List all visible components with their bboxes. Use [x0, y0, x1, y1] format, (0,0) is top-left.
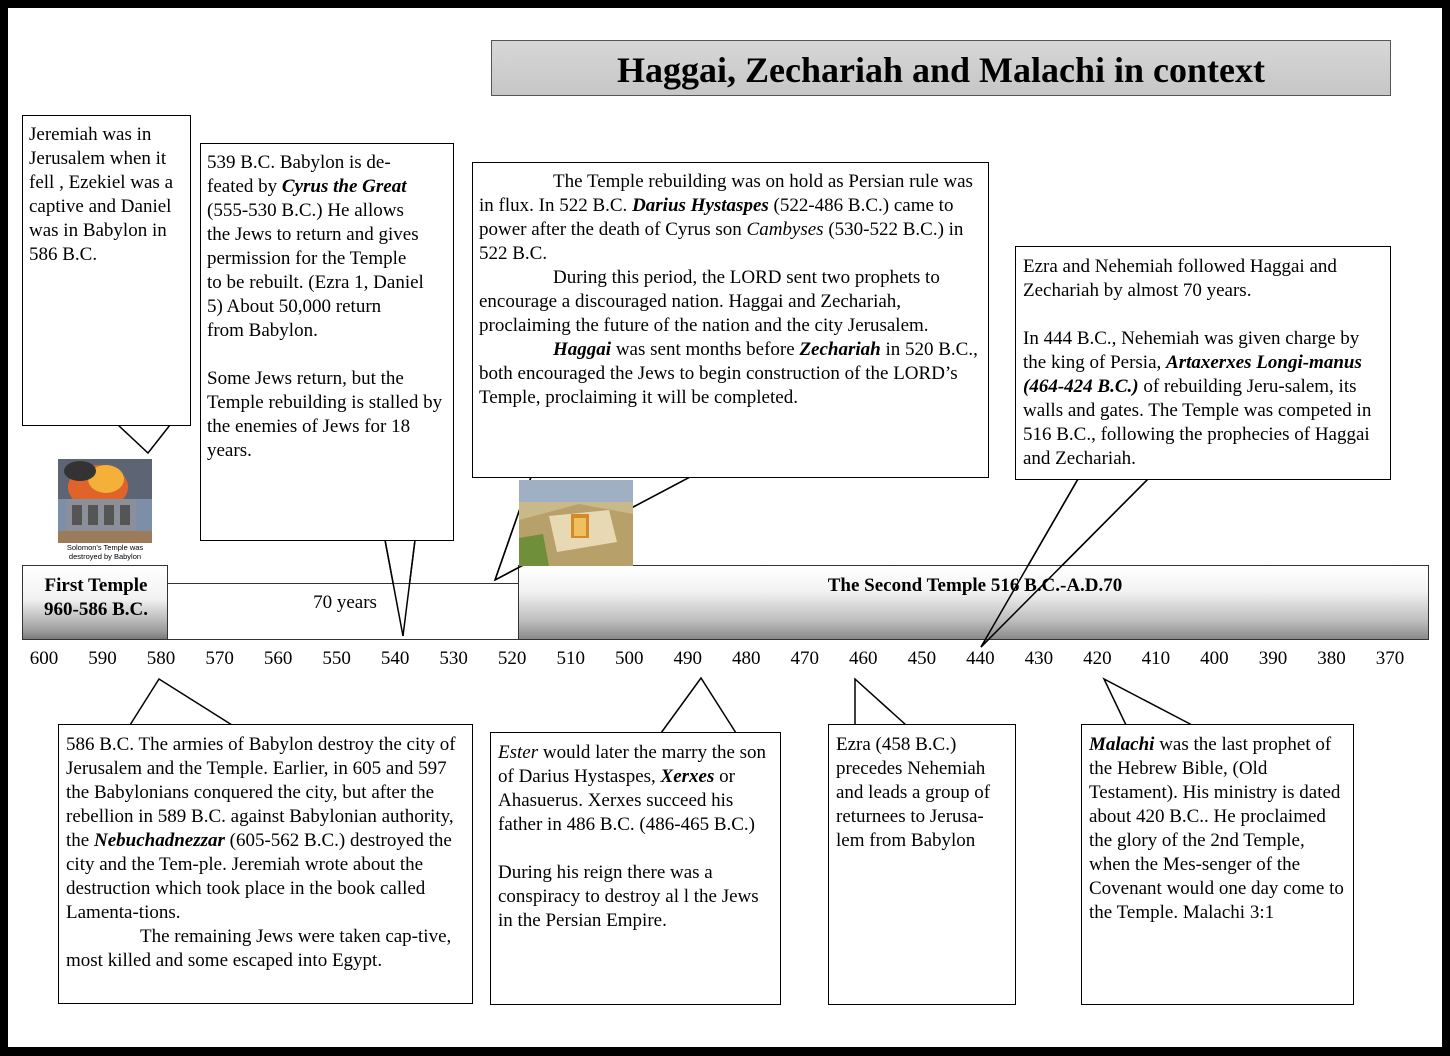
first-temple-name: First Temple — [44, 575, 148, 596]
ester-paragraph-2: During his reign there was a conspiracy to destroy al l the Jews in the Persian Empire. — [498, 862, 759, 931]
timeline-tick-590: 590 — [88, 648, 117, 669]
cyrus-paragraph-1: 539 B.C. Babylon is de- feated by Cyrus the Great (555-530 B.C.) He allows the Jews to return and gives permission for the Temple to be rebuilt. (Ezra 1, Daniel 5) About 50,000 return from Babylon. — [207, 152, 424, 341]
ester-callout — [490, 732, 781, 1005]
ester-paragraph-1: Ester would later the marry the son of Darius Hystaspes, Xerxes or Ahasuerus. Xerxes succeed his father in 486 B.C. (486-465 B.C.) — [498, 742, 767, 835]
temple-rebuilding-paragraph-3: Haggai was sent months before Zechariah in 520 B.C., both encouraged the Jews to begin construction of the LORD’s Temple, proclaiming it will be completed. — [479, 339, 978, 408]
ezra-nehemiah-paragraph-2: In 444 B.C., Nehemiah was given charge by the king of Persia, Artaxerxes Longi-manus (464-424 B.C.) of rebuilding Jeru-salem, its walls and gates. The Temple was competed in 516 B.C., following the prophecies of Haggai and Zechariah. — [1023, 328, 1372, 469]
ezra-callout — [828, 724, 1016, 1005]
timeline-tick-570: 570 — [205, 648, 234, 669]
solomon-temple-image — [58, 459, 152, 563]
temple-rebuilding-callout — [472, 162, 989, 478]
timeline-tick-540: 540 — [380, 648, 410, 669]
ezra-nehemiah-paragraph-1: Ezra and Nehemiah followed Haggai and Zechariah by almost 70 years. — [1023, 256, 1337, 301]
timeline-tick-580: 580 — [146, 648, 176, 669]
timeline-tick-380: 380 — [1317, 648, 1346, 669]
jeremiah-text: Jeremiah was in Jerusalem when it fell , Ezekiel was a captive and Daniel was in Babylon in 586 B.C. — [29, 124, 174, 265]
babylon-destroy-paragraph-2: The remaining Jews were taken cap-tive, most killed and some escaped into Egypt. — [66, 926, 452, 971]
seventy-years-label: 70 years — [313, 592, 377, 613]
cyrus-callout — [200, 143, 454, 541]
timeline-tick-550: 550 — [322, 648, 351, 669]
first-temple-label — [26, 574, 166, 622]
cyrus-paragraph-2: Some Jews return, but the Temple rebuilding is stalled by the enemies of Jews for 18 years. — [207, 368, 443, 461]
ezra-text: Ezra (458 B.C.) precedes Nehemiah and leads a group of returnees to Jerusa-lem from Babylon — [836, 734, 991, 851]
second-temple-image — [519, 480, 633, 566]
timeline-tick-420: 420 — [1083, 648, 1112, 669]
timeline-tick-390: 390 — [1258, 648, 1288, 669]
solomon-temple-caption: Solomon's Temple was destroyed by Babylon — [66, 543, 144, 561]
page-title: Haggai, Zechariah and Malachi in context — [491, 40, 1391, 96]
timeline-tick-450: 450 — [907, 648, 937, 669]
temple-rebuilding-paragraph-2: During this period, the LORD sent two prophets to encourage a discouraged nation. Haggai and Zechariah, proclaiming the future of the nation and the city Jerusalem. — [479, 267, 940, 336]
timeline-tick-370: 370 — [1375, 648, 1405, 669]
timeline-tick-470: 470 — [790, 648, 820, 669]
timeline-tick-520: 520 — [497, 648, 527, 669]
second-temple-label: The Second Temple 516 B.C.-A.D.70 — [827, 575, 1123, 596]
timeline-tick-490: 490 — [673, 648, 702, 669]
timeline-tick-440: 440 — [966, 648, 995, 669]
malachi-callout — [1081, 724, 1354, 1005]
timeline-tick-500: 500 — [614, 648, 644, 669]
timeline-tick-430: 430 — [1024, 648, 1054, 669]
jeremiah-callout — [22, 115, 191, 426]
timeline-tick-510: 510 — [556, 648, 585, 669]
timeline-tick-410: 410 — [1141, 648, 1171, 669]
timeline-tick-600: 600 — [29, 648, 59, 669]
timeline-tick-460: 460 — [849, 648, 878, 669]
malachi-text: Malachi was the last prophet of the Hebrew Bible, (Old Testament). His ministry is dated about 420 B.C.. He proclaimed the glory of the 2nd Temple, when the Mes-senger of the Covenant would one day come to the Temple. Malachi 3:1 — [1089, 734, 1344, 923]
timeline-tick-480: 480 — [732, 648, 761, 669]
timeline-tick-530: 530 — [439, 648, 468, 669]
timeline-tick-560: 560 — [263, 648, 293, 669]
babylon-destroy-paragraph-1: 586 B.C. The armies of Babylon destroy the city of Jerusalem and the Temple. Earlier, in 605 and 597 the Babylonians conquered the city, but after the rebellion in 589 B.C. against Babylonian authority, the Nebuchadnezzar (605-562 B.C.) destroyed the city and the Tem-ple. Jeremiah wrote about the destruction which took place in the book called Lamenta-tions. — [66, 734, 456, 923]
timeline-tick-400: 400 — [1200, 648, 1229, 669]
first-temple-dates: 960-586 B.C. — [44, 599, 148, 620]
babylon-destroy-callout — [58, 724, 473, 1004]
temple-rebuilding-paragraph-1: The Temple rebuilding was on hold as Persian rule was in flux. In 522 B.C. Darius Hystaspes (522-486 B.C.) came to power after the death of Cyrus son Cambyses (530-522 B.C.) in 522 B.C. — [479, 171, 973, 264]
ezra-nehemiah-callout — [1015, 246, 1391, 480]
